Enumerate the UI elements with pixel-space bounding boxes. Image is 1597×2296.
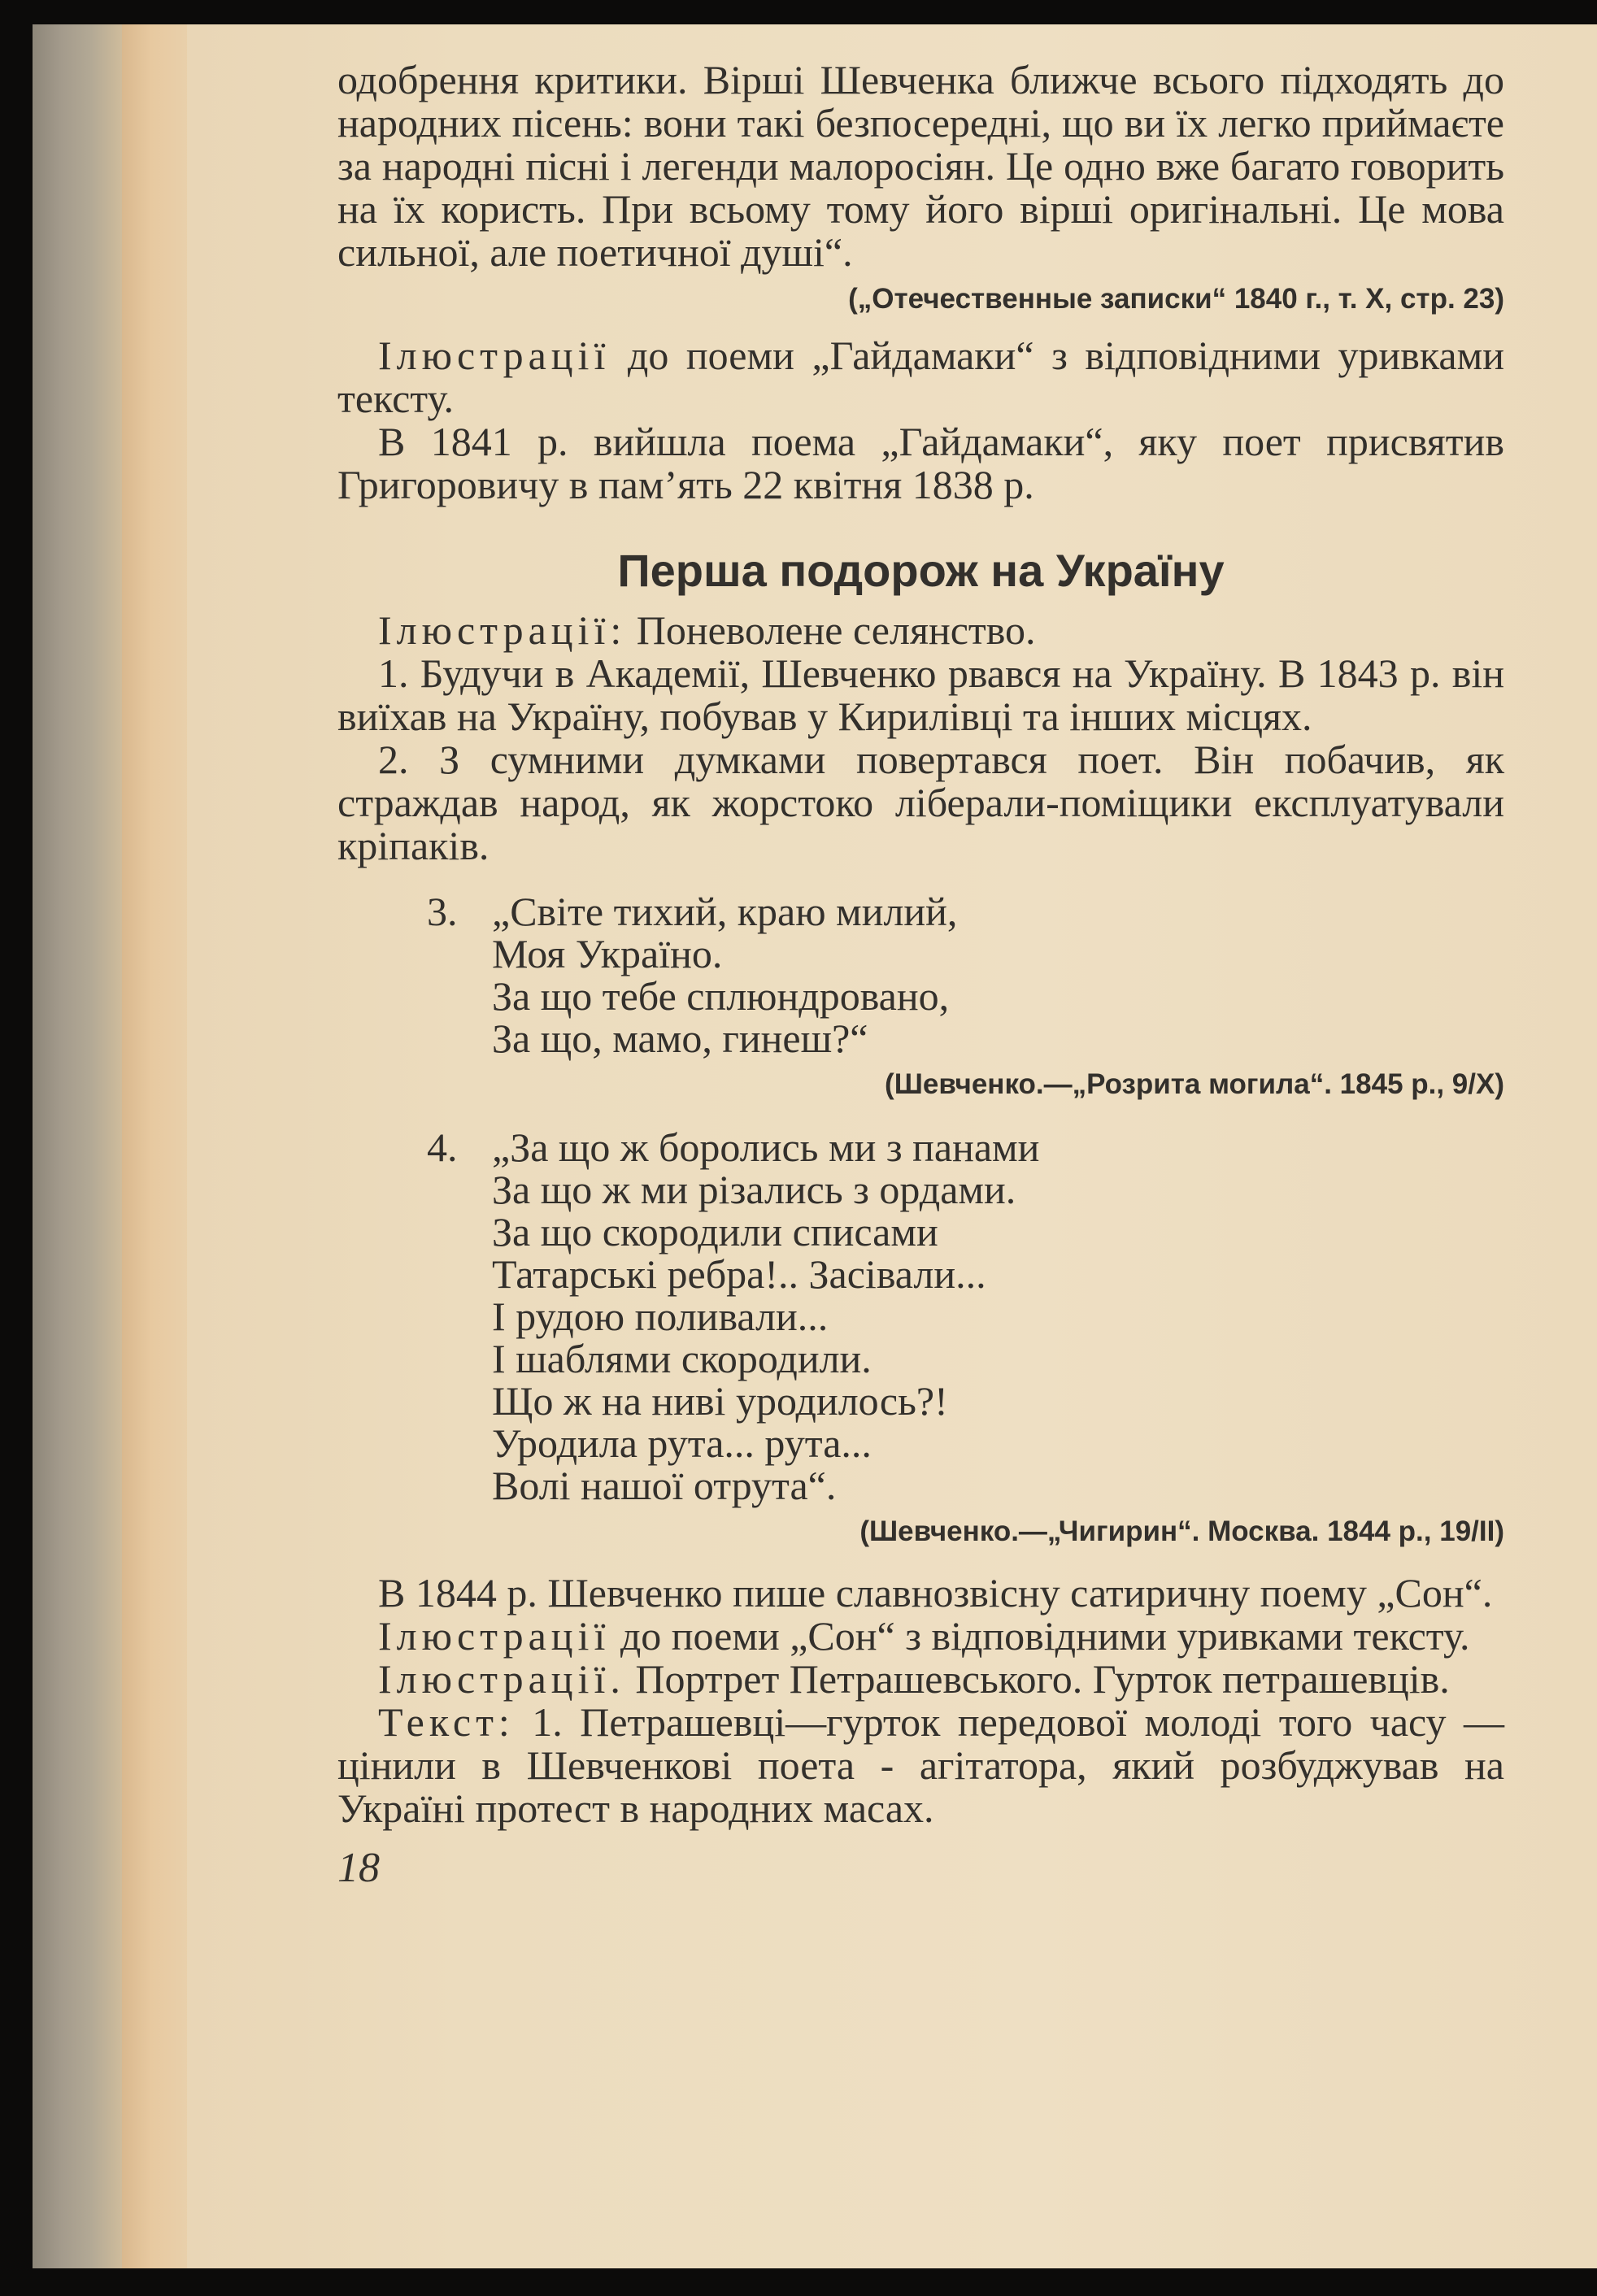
- poem-line: 3. „Світе тихий, краю милий,: [427, 889, 958, 934]
- source-citation-1: („Отечественные записки“ 1840 г., т. X, стр. 23): [848, 283, 1504, 315]
- section-heading: Перша подорож на Україну: [617, 545, 1225, 596]
- poem-line: Уродила рута... рута...: [492, 1420, 872, 1466]
- poem-line: І рудою поливали...: [492, 1294, 829, 1339]
- poem-line: За що, мамо, гинеш?“: [492, 1015, 868, 1061]
- source-citation-2: (Шевченко.—„Розрита могила“. 1845 р., 9/X): [885, 1068, 1504, 1100]
- illustrations-label: Ілюстрації: [378, 333, 611, 378]
- source-citation-3: (Шевченко.—„Чигирин“. Москва. 1844 р., 19/II): [859, 1515, 1504, 1547]
- poem-line: І шаблями скородили.: [492, 1336, 872, 1381]
- page-edge: [122, 24, 195, 2268]
- poem-line: 4. „За що ж боролись ми з панами: [427, 1124, 1040, 1170]
- paragraph-1: одобрення критики. Вірші Шевченка ближче всього підходять до народних пісень: вони такі безпосередні, що ви їх легко приймаєте за народні пісні і легенди малоросіян. Це одно вже багато говорить на їх користь. При всьому тому його вірші оригінальні. Це мова сильної, але поетичної душі“.: [337, 57, 1504, 275]
- page-text: [337, 59, 1504, 1889]
- poem-line: Татарські ребра!.. Засівали...: [492, 1251, 986, 1297]
- poem-line: За що скородили списами: [492, 1209, 938, 1255]
- paragraph-8: Ілюстрації до поеми „Сон“ з відповідними уривками тексту.: [378, 1613, 1470, 1659]
- poem-line: За що тебе сплюндровано,: [492, 973, 950, 1019]
- paragraph-5: 1. Будучи в Академії, Шевченко рвався на Україну. В 1843 р. він виїхав на Україну, побував у Кирилівці та інших місцях.: [337, 650, 1504, 739]
- poem-line: Що ж на ниві уродилось?!: [492, 1378, 948, 1424]
- paragraph-7: В 1844 р. Шевченко пише славнозвісну сатиричну поему „Сон“.: [378, 1570, 1493, 1615]
- poem-line: Волі нашої отрута“.: [492, 1463, 837, 1508]
- paragraph-10: Текст: 1. Петрашевці—гурток передової молоді того часу — цінили в Шевченкові поета - агітатора, який розбуджував на Україні протест в народних масах.: [337, 1699, 1504, 1831]
- page-number: 18: [337, 1845, 380, 1891]
- paragraph-9: Ілюстрації. Портрет Петрашевського. Гурток петрашевців.: [378, 1656, 1450, 1702]
- paragraph-3: В 1841 р. вийшла поема „Гайдамаки“, яку поет присвятив Григоровичу в пам’ять 22 квітня 1838 р.: [337, 419, 1504, 507]
- poem-line: Моя Україно.: [492, 931, 723, 976]
- paragraph-6: 2. З сумними думками повертався поет. Він побачив, як страждав народ, як жорстоко ліберали-поміщики експлуатували кріпаків.: [337, 737, 1504, 868]
- poem-line: За що ж ми різались з ордами.: [492, 1167, 1016, 1212]
- poem-1: [427, 889, 1504, 1061]
- paragraph-2: Ілюстрації до поеми „Гайдамаки“ з відповідними уривками тексту.: [337, 333, 1504, 421]
- book-spine: [33, 24, 130, 2268]
- poem-2: [427, 1124, 1504, 1508]
- paragraph-4: Ілюстрації: Поневолене селянство.: [378, 607, 1036, 653]
